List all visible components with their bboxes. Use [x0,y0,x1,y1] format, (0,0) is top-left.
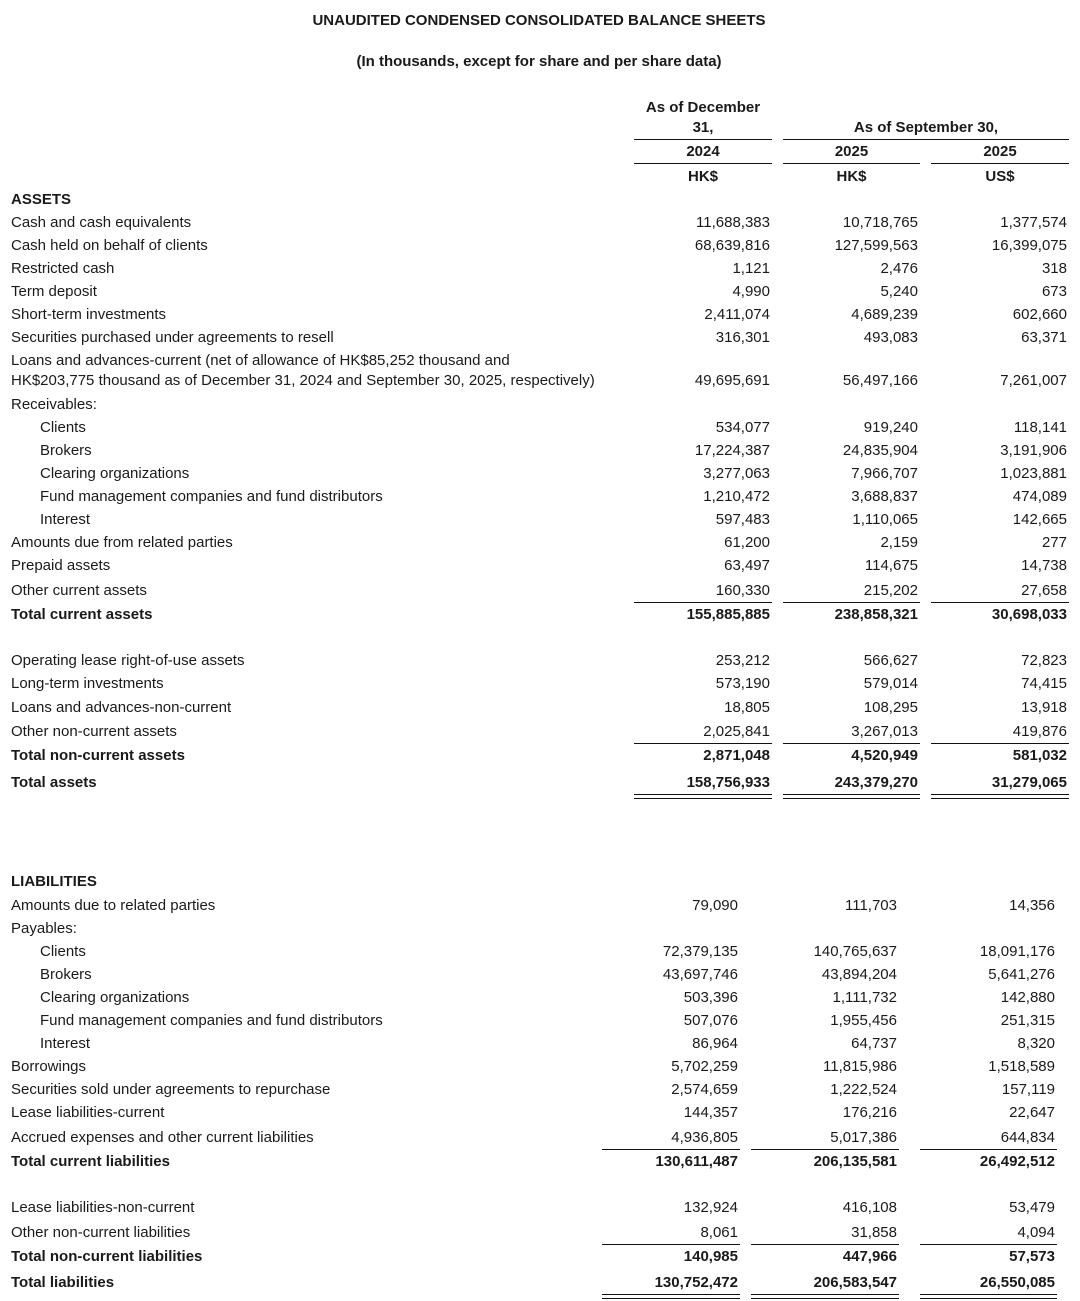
liabilities-cell-col3: 142,880 [1000,989,1055,1006]
assets-row-label-loans-and-advances-current-net-of-allowa: Loans and advances-current (net of allowance of HK$85,252 thousand and [11,352,510,369]
assets-cell-col2: 1,110,065 [852,511,918,528]
liabilities-row-label-total-non-current-liabilities: Total non-current liabilities [11,1248,203,1265]
subtotal-rule [931,602,1069,603]
assets-cell-col1: 2,025,841 [703,723,770,740]
liabilities-cell-col1: 130,611,487 [655,1153,738,1170]
table-row [0,651,1080,673]
table-row [0,581,1080,603]
year-header-col1: 2024 [686,143,720,160]
subtotal-rule [602,1244,740,1245]
table-row [0,1273,1080,1295]
table-row [0,746,1080,768]
assets-cell-col3: 3,191,906 [1000,442,1067,459]
assets-row-label-term-deposit: Term deposit [11,283,97,300]
liabilities-cell-col1: 507,076 [683,1012,738,1029]
assets-cell-col3: 74,415 [1021,675,1067,692]
liabilities-cell-col2: 447,966 [842,1248,897,1265]
liabilities-cell-col1: 503,396 [683,989,738,1006]
table-row [0,1223,1080,1245]
table-row [0,371,1080,393]
assets-cell-col3: 1,023,881 [1000,465,1067,482]
subtotal-rule [751,1149,899,1150]
assets-heading: ASSETS [11,191,72,208]
liabilities-cell-col2: 1,222,524 [830,1081,897,1098]
liabilities-cell-col1: 72,379,135 [662,943,738,960]
liabilities-cell-col1: 2,574,659 [671,1081,738,1098]
assets-cell-col1: 18,805 [724,699,770,716]
liabilities-row-label-brokers: Brokers [40,966,92,983]
table-row [0,1152,1080,1174]
year-header-col2: 2025 [834,143,869,160]
liabilities-row-label-clearing-organizations: Clearing organizations [40,989,190,1006]
liabilities-cell-col3: 14,356 [1009,897,1055,914]
liabilities-cell-col1: 130,752,472 [654,1274,738,1291]
assets-cell-col3: 30,698,033 [991,606,1067,623]
liabilities-cell-col3: 1,518,589 [988,1058,1055,1075]
assets-cell-col1: 3,277,063 [703,465,770,482]
assets-cell-col2: 215,202 [863,582,918,599]
assets-cell-col3: 318 [1041,260,1067,277]
liabilities-cell-col3: 644,834 [1000,1129,1055,1146]
assets-cell-col3: 72,823 [1021,652,1067,669]
liabilities-cell-col2: 64,737 [851,1035,897,1052]
table-row [0,896,1080,918]
liabilities-cell-col1: 86,964 [692,1035,738,1052]
total-double-rule [931,794,1069,799]
year-rule-col3 [931,163,1069,164]
assets-row-label-amounts-due-from-related-parties: Amounts due from related parties [11,534,233,551]
table-row [0,1011,1080,1033]
table-row [0,605,1080,627]
liabilities-cell-col3: 157,119 [1001,1081,1055,1098]
assets-cell-col2: 3,688,837 [851,488,918,505]
table-row [0,1128,1080,1150]
assets-row-label-clients: Clients [40,419,86,436]
assets-row-label-clearing-organizations: Clearing organizations [40,465,190,482]
assets-cell-col1: 155,885,885 [686,606,770,623]
assets-row-label-prepaid-assets: Prepaid assets [11,557,111,574]
year-rule-col1 [634,163,772,164]
assets-cell-col2: 2,476 [880,260,918,277]
assets-cell-col2: 919,240 [863,419,918,436]
assets-cell-col1: 17,224,387 [694,442,770,459]
assets-cell-col1: 2,411,074 [704,306,770,323]
liabilities-cell-col3: 251,315 [1000,1012,1055,1029]
assets-cell-col1: 68,639,816 [694,237,770,254]
table-row [0,1103,1080,1125]
table-row [0,919,1080,941]
liabilities-row-label-lease-liabilities-current: Lease liabilities-current [11,1104,165,1121]
assets-row-label-cash-held-on-behalf-of-clients: Cash held on behalf of clients [11,237,208,254]
assets-cell-col3: 673 [1041,283,1067,300]
assets-cell-col2: 7,966,707 [851,465,918,482]
assets-row-label-operating-lease-right-of-use-assets: Operating lease right-of-use assets [11,652,245,669]
liabilities-cell-col1: 43,697,746 [662,966,738,983]
currency-header-col1: HK$ [687,168,718,185]
assets-cell-col3: 14,738 [1021,557,1067,574]
assets-row-label-fund-management-companies-and-fund-distr: Fund management companies and fund distributors [40,488,383,505]
liabilities-row-label-securities-sold-under-agreements-to-repu: Securities sold under agreements to repurchase [11,1081,331,1098]
assets-row-label-total-current-assets: Total current assets [11,606,153,623]
september-group-header: As of September 30, [853,119,999,136]
liabilities-cell-col2: 416,108 [842,1199,897,1216]
liabilities-cell-col3: 8,320 [1017,1035,1055,1052]
total-double-rule [920,1294,1057,1299]
liabilities-row-label-amounts-due-to-related-parties: Amounts due to related parties [11,897,216,914]
liabilities-cell-col2: 1,111,732 [832,989,897,1006]
liabilities-row-label-interest: Interest [40,1035,91,1052]
assets-cell-col2: 114,675 [864,557,918,574]
assets-cell-col1: 253,212 [715,652,770,669]
assets-cell-col1: 1,121 [732,260,770,277]
liabilities-row-label-other-non-current-liabilities: Other non-current liabilities [11,1224,191,1241]
assets-cell-col2: 56,497,166 [842,372,918,389]
assets-cell-col3: 31,279,065 [991,774,1067,791]
assets-cell-col2: 4,689,239 [851,306,918,323]
table-row [0,282,1080,304]
assets-cell-col3: 16,399,075 [991,237,1067,254]
assets-cell-col2: 2,159 [880,534,918,551]
assets-cell-col2: 238,858,321 [834,606,918,623]
assets-cell-col3: 27,658 [1021,582,1067,599]
liabilities-cell-col3: 26,492,512 [979,1153,1055,1170]
subtotal-rule [783,602,920,603]
assets-cell-col2: 108,295 [863,699,918,716]
assets-cell-col3: 277 [1041,534,1067,551]
liabilities-cell-col2: 206,583,547 [813,1274,897,1291]
liabilities-row-label-total-current-liabilities: Total current liabilities [11,1153,170,1170]
assets-row-label-total-assets: Total assets [11,774,97,791]
assets-row-label-other-current-assets: Other current assets [11,582,147,599]
table-row [0,942,1080,964]
liabilities-heading: LIABILITIES [11,873,97,890]
liabilities-row-label-payables: Payables: [11,920,77,937]
table-row [0,213,1080,235]
year-rule-col2 [783,163,920,164]
assets-row-label-securities-purchased-under-agreements-to: Securities purchased under agreements to resell [11,329,334,346]
liabilities-cell-col1: 4,936,805 [671,1129,738,1146]
liabilities-cell-col3: 4,094 [1017,1224,1055,1241]
table-row [0,533,1080,555]
assets-cell-col1: 63,497 [724,557,770,574]
assets-cell-col3: 142,665 [1012,511,1067,528]
table-row [0,722,1080,744]
total-double-rule [751,1294,899,1299]
assets-cell-col3: 63,371 [1021,329,1067,346]
assets-cell-col2: 566,627 [863,652,918,669]
assets-cell-col2: 3,267,013 [851,723,918,740]
table-row [0,418,1080,440]
assets-cell-col3: 602,660 [1012,306,1067,323]
currency-header-col2: HK$ [836,168,867,185]
liabilities-cell-col2: 43,894,204 [821,966,897,983]
assets-cell-col1: 11,688,383 [696,214,770,231]
liabilities-cell-col3: 26,550,085 [979,1274,1055,1291]
total-double-rule [602,1294,740,1299]
liabilities-row-label-borrowings: Borrowings [11,1058,87,1075]
assets-row-label-receivables: Receivables: [11,396,97,413]
subtotal-rule [783,743,920,744]
assets-row-label-long-term-investments: Long-term investments [11,675,164,692]
assets-cell-col2: 493,083 [863,329,918,346]
liabilities-cell-col3: 57,573 [1009,1248,1055,1265]
col1-header-line1: As of December [645,99,761,116]
table-row [0,464,1080,486]
year-header-col3: 2025 [983,143,1017,160]
liabilities-cell-col1: 144,357 [683,1104,738,1121]
liabilities-cell-col1: 5,702,259 [671,1058,738,1075]
assets-cell-col1: 61,200 [724,534,770,551]
liabilities-cell-col2: 111,703 [845,897,897,914]
liabilities-cell-col1: 140,985 [683,1248,738,1265]
september-group-rule [783,139,1069,140]
liabilities-row-label-accrued-expenses-and-other-current-liabi: Accrued expenses and other current liabilities [11,1129,314,1146]
assets-cell-col2: 127,599,563 [834,237,918,254]
assets-row-label-total-non-current-assets: Total non-current assets [11,747,185,764]
table-row [0,441,1080,463]
assets-cell-col2: 5,240 [880,283,918,300]
table-row [0,395,1080,417]
assets-row-label-interest: Interest [40,511,91,528]
liabilities-cell-col2: 1,955,456 [830,1012,897,1029]
assets-cell-col2: 243,379,270 [834,774,918,791]
liabilities-cell-col3: 53,479 [1009,1199,1055,1216]
subtotal-rule [751,1244,899,1245]
liabilities-cell-col2: 176,216 [842,1104,897,1121]
subtotal-rule [634,743,772,744]
table-row [0,1080,1080,1102]
liabilities-heading-row [0,872,1080,894]
subtotal-rule [931,743,1069,744]
assets-cell-col2: 4,520,949 [851,747,918,764]
assets-heading-row [0,190,1080,212]
statement-title: UNAUDITED CONDENSED CONSOLIDATED BALANCE SHEETS [312,12,766,29]
assets-row-label-loans-and-advances-non-current: Loans and advances-non-current [11,699,232,716]
assets-cell-col1: 573,190 [715,675,770,692]
assets-cell-col3: 474,089 [1012,488,1067,505]
subtotal-rule [634,602,772,603]
assets-row-label-short-term-investments: Short-term investments [11,306,167,323]
assets-cell-col2: 579,014 [863,675,918,692]
assets-cell-col1: 534,077 [715,419,770,436]
assets-cell-col1: 316,301 [715,329,770,346]
statement-subtitle: (In thousands, except for share and per share data) [356,53,722,70]
liabilities-cell-col1: 79,090 [692,897,738,914]
table-row [0,773,1080,795]
assets-cell-col2: 24,835,904 [842,442,918,459]
assets-cell-col1: 2,871,048 [703,747,770,764]
liabilities-cell-col2: 5,017,386 [830,1129,897,1146]
assets-cell-col3: 13,918 [1021,699,1067,716]
assets-cell-col3: 7,261,007 [1000,372,1067,389]
assets-cell-col3: 118,141 [1013,419,1067,436]
total-double-rule [783,794,920,799]
table-row [0,1034,1080,1056]
liabilities-cell-col3: 22,647 [1009,1104,1055,1121]
assets-cell-col3: 581,032 [1012,747,1067,764]
liabilities-row-label-clients: Clients [40,943,86,960]
liabilities-cell-col2: 31,858 [851,1224,897,1241]
subtotal-rule [920,1244,1057,1245]
table-row [0,510,1080,532]
assets-cell-col1: 1,210,472 [703,488,770,505]
liabilities-cell-col1: 8,061 [700,1224,738,1241]
liabilities-cell-col2: 140,765,637 [813,943,897,960]
liabilities-row-label-lease-liabilities-non-current: Lease liabilities-non-current [11,1199,195,1216]
table-row [0,698,1080,720]
table-row [0,305,1080,327]
col1-header-rule [634,139,772,140]
table-row [0,965,1080,987]
liabilities-row-label-total-liabilities: Total liabilities [11,1274,115,1291]
assets-cell-col1: 49,695,691 [694,372,770,389]
table-row [0,988,1080,1010]
table-row [0,1247,1080,1269]
table-row [0,674,1080,696]
assets-cell-col1: 158,756,933 [686,774,770,791]
table-row [0,259,1080,281]
assets-cell-col3: 419,876 [1012,723,1067,740]
table-row [0,328,1080,350]
assets-cell-col1: 160,330 [715,582,770,599]
assets-row-label-brokers: Brokers [40,442,92,459]
liabilities-cell-col1: 132,924 [683,1199,738,1216]
liabilities-cell-col3: 18,091,176 [979,943,1055,960]
liabilities-cell-col2: 11,815,986 [823,1058,897,1075]
assets-cell-col3: 1,377,574 [1000,214,1067,231]
table-row [0,556,1080,578]
liabilities-row-label-fund-management-companies-and-fund-distr: Fund management companies and fund distributors [40,1012,383,1029]
table-row [0,1198,1080,1220]
assets-row-label-other-non-current-assets: Other non-current assets [11,723,177,740]
liabilities-cell-col2: 206,135,581 [813,1153,897,1170]
table-row [0,236,1080,258]
table-row [0,351,1080,373]
assets-row-label-cash-and-cash-equivalents: Cash and cash equivalents [11,214,192,231]
assets-cell-col1: 597,483 [715,511,770,528]
currency-header-col3: US$ [985,168,1015,185]
subtotal-rule [602,1149,740,1150]
assets-cell-col2: 10,718,765 [842,214,918,231]
assets-cell-col1: 4,990 [732,283,770,300]
total-double-rule [634,794,772,799]
table-row [0,1057,1080,1079]
assets-row-label-restricted-cash: Restricted cash [11,260,115,277]
table-row [0,487,1080,509]
col1-header-line2: 31, [692,119,714,136]
subtotal-rule [920,1149,1057,1150]
liabilities-cell-col3: 5,641,276 [988,966,1055,983]
assets-row-label-hk-203-775-thousand-as-of-december-31-20: HK$203,775 thousand as of December 31, 2024 and September 30, 2025, respectively) [11,372,595,389]
